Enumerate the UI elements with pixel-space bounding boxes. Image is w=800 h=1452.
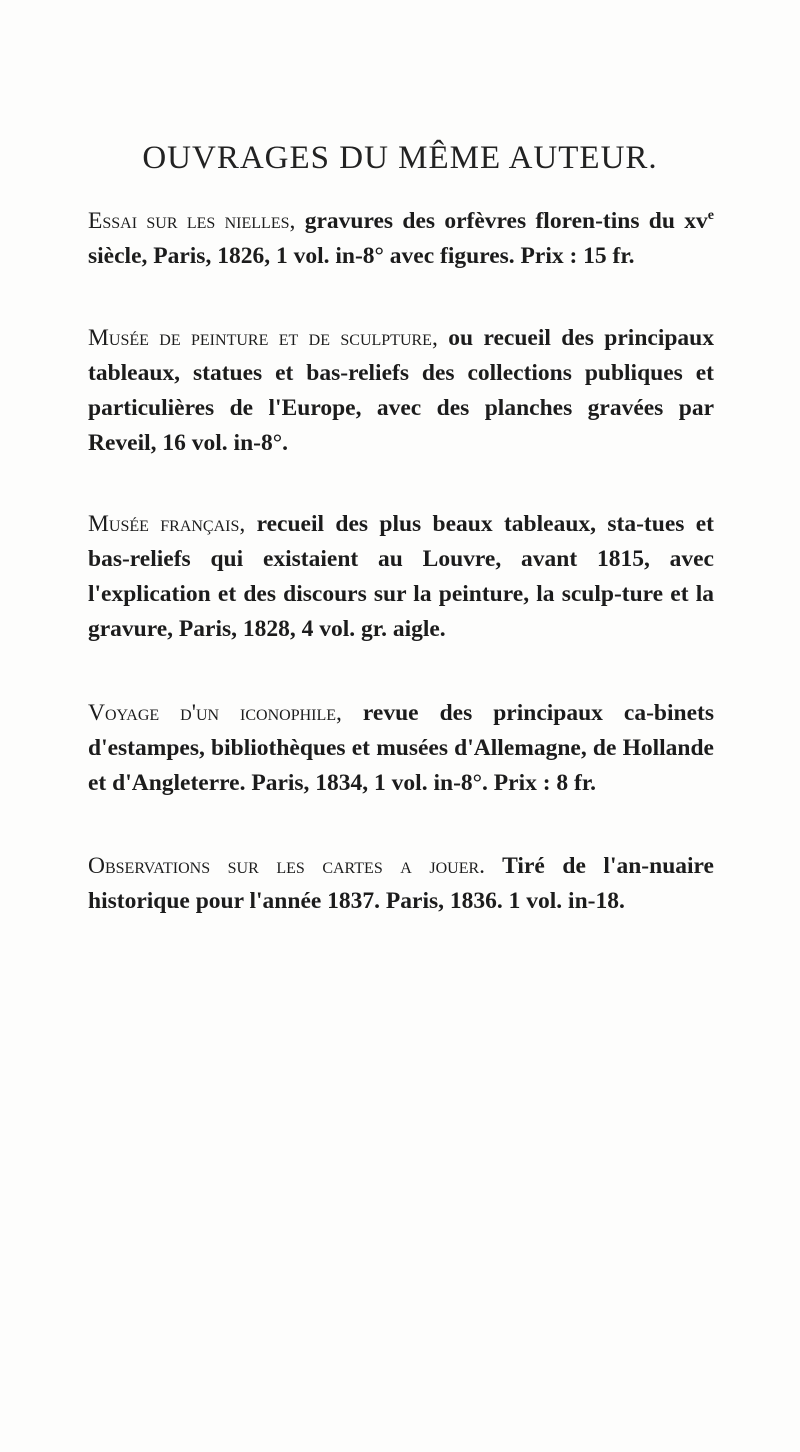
- entry-text: Tiré de l'an-nuaire historique pour l'année 1837. Paris, 1836. 1 vol. in-18.: [88, 853, 714, 914]
- entry-heading: Musée français,: [88, 511, 246, 537]
- bibliography-entry-musee-francais: [88, 507, 714, 647]
- entry-text: siècle, Paris, 1826, 1 vol. in-8° avec figures. Prix : 15 fr.: [88, 243, 635, 269]
- bibliography-entry-voyage: [88, 696, 714, 801]
- entry-text: recueil des plus beaux tableaux, sta-tues et bas-reliefs qui existaient au Louvre, avant 1815, avec l'explication et des discours sur la peinture, la sculp-ture et la gravure, Paris, 1828, 4 vol. gr. aigle.: [88, 511, 715, 642]
- entry-text: gravures des orfèvres floren-tins du xv: [295, 208, 708, 234]
- entry-text: ou recueil des principaux tableaux, statues et bas-reliefs des collections publiques et particulières de l'Europe, avec des planches gravées par Reveil, 16 vol. in-8°.: [88, 325, 715, 456]
- bibliography-entry-observations: [88, 849, 714, 919]
- page-title: OUVRAGES DU MÊME AUTEUR.: [142, 140, 658, 176]
- entry-heading: Musée de peinture et de sculpture,: [88, 325, 438, 351]
- entry-heading: Voyage d'un iconophile,: [88, 700, 342, 726]
- bibliography-entry-essai: [88, 204, 714, 274]
- entry-heading: Observations sur les cartes a jouer.: [88, 853, 486, 879]
- bibliography-entry-musee-peinture: [88, 321, 714, 461]
- entry-heading: Essai sur les nielles,: [88, 208, 296, 234]
- entry-superscript: e: [707, 208, 715, 224]
- entry-text: revue des principaux ca-binets d'estampes, bibliothèques et musées d'Allemagne, de Hollande et d'Angleterre. Paris, 1834, 1 vol. in-8°. Prix : 8 fr.: [88, 700, 714, 796]
- bibliography-list: [88, 204, 714, 966]
